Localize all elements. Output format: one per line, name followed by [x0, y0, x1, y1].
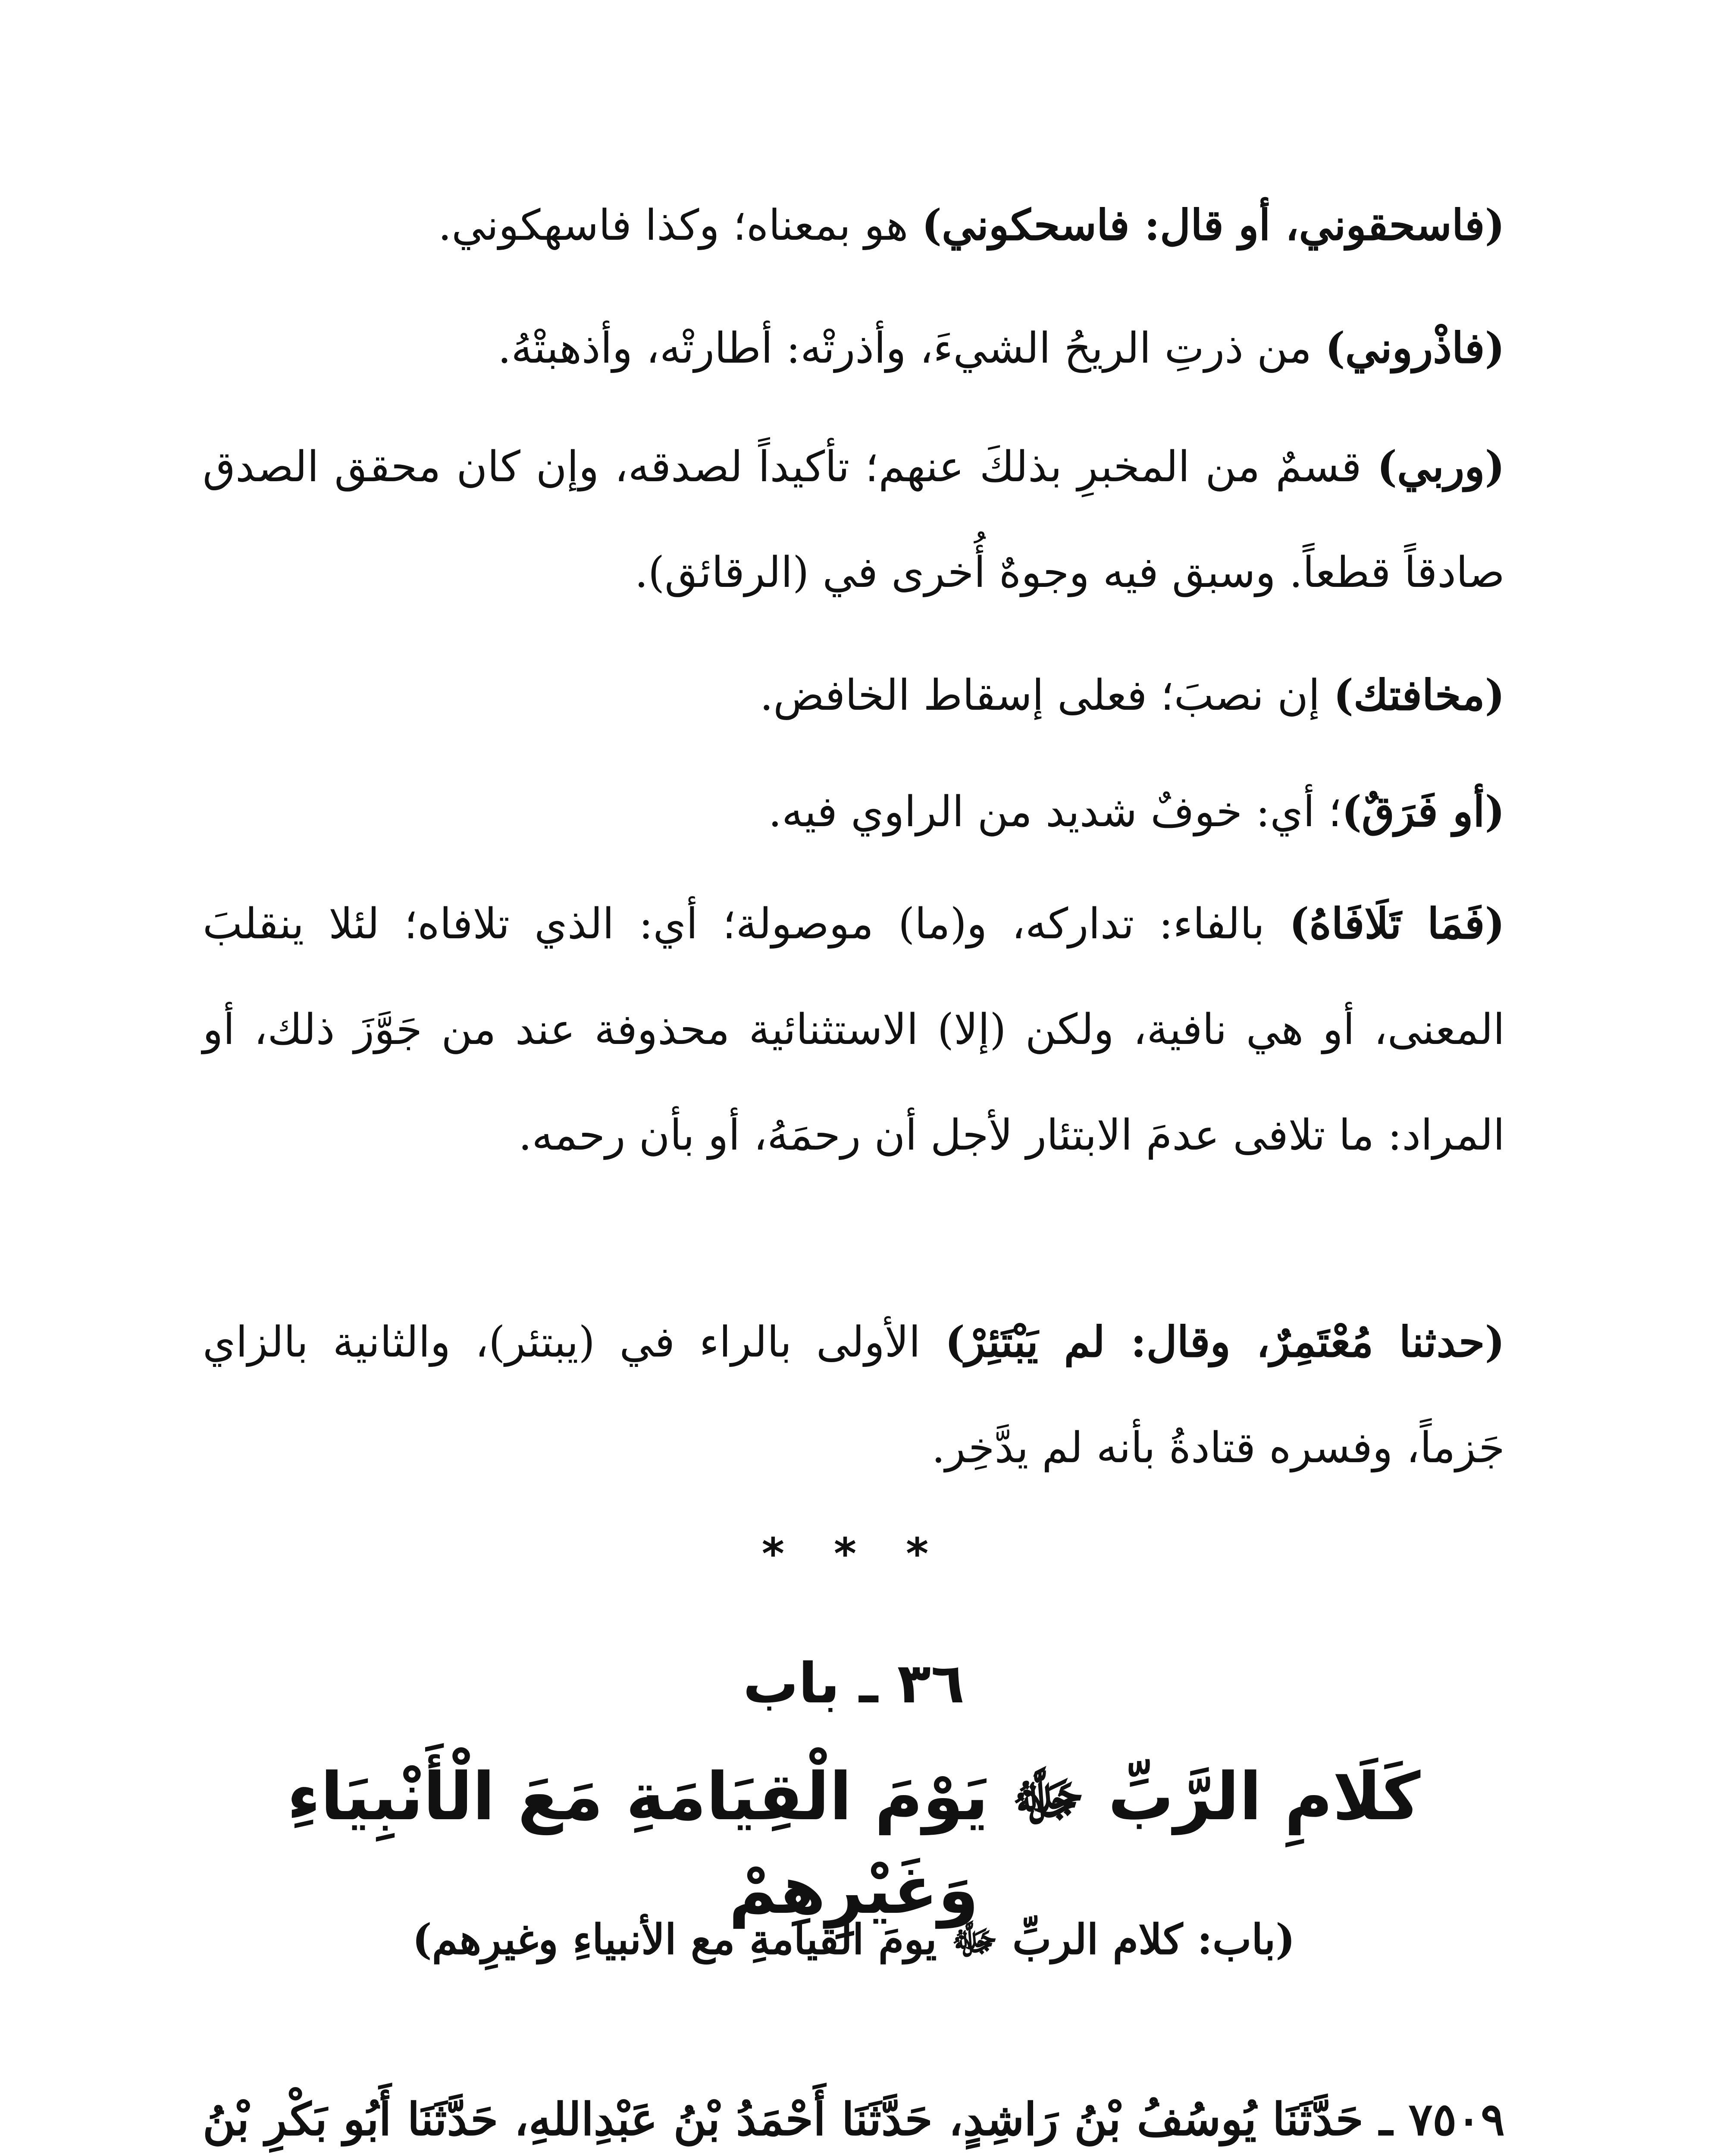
- commentary-paragraph-3: [203, 414, 1505, 626]
- section-separator: * * *: [761, 1529, 946, 1579]
- commentary-paragraph-4: [203, 642, 1505, 749]
- commentary-keyword: (فاذْروني): [1325, 323, 1505, 373]
- commentary-paragraph-1: [203, 172, 1505, 279]
- commentary-paragraph-5: [203, 759, 1505, 865]
- commentary-keyword: (فَمَا تَلَافَاهُ): [1289, 899, 1505, 949]
- commentary-keyword: (حدثنا مُعْتَمِرٌ، وقال: لم يَبْتَئِرْ): [945, 1317, 1505, 1367]
- commentary-text: هو بمعناه؛ وكذا فاسهكوني.: [438, 201, 922, 250]
- commentary-text: إن نصبَ؛ فعلى إسقاط الخافض.: [760, 671, 1334, 720]
- commentary-text: بالفاء: تداركه، و(ما) موصولة؛ أي: الذي تلافاه؛ لئلا ينقلبَ المعنى، أو هي نافية، ولكن (إلا) الاستثنائية محذوفة عند من جَوَّزَ ذلك، أو المراد: ما تلافى عدمَ الابتئار لأجل أن رحمَهُ، أو بأن رحمه.: [203, 899, 1505, 1160]
- commentary-text: ؛ أي: خوفٌ شديد من الراوي فيه.: [768, 787, 1342, 837]
- commentary-keyword: (مخافتك): [1333, 671, 1505, 720]
- commentary-text: من ذرتِ الريحُ الشيءَ، وأذرتْه: أطارتْه، وأذهبتْهُ.: [498, 324, 1325, 373]
- chapter-subtitle: (باب: كلام الربِّ ﷻ يومَ القيامةِ مع الأنبياءِ وغيرِهم): [412, 1915, 1295, 1964]
- chapter-number: ٣٦ ـ باب: [743, 1651, 965, 1716]
- commentary-text: قسمٌ من المخبرِ بذلكَ عنهم؛ تأكيداً لصدقه، وإن كان محقق الصدق صادقاً قطعاً. وسبق فيه وجوهٌ أُخرى في (الرقائق).: [203, 442, 1505, 597]
- commentary-paragraph-6: [203, 871, 1505, 1188]
- commentary-keyword: (فاسحقوني، أو قال: فاسحكوني): [921, 201, 1505, 250]
- commentary-keyword: (أو فَرَقٌ): [1341, 787, 1505, 837]
- chapter-title: كَلَامِ الرَّبِّ ﷻ يَوْمَ الْقِيَامَةِ مَعَ الْأَنْبِيَاءِ وَغَيْرِهِمْ: [287, 1758, 1421, 1928]
- commentary-text: الأولى بالراء في (يبتئر)، والثانية بالزاي جَزماً، وفسره قتادةُ بأنه لم يدَّخِر.: [203, 1318, 1505, 1473]
- book-page: [203, 0, 1505, 2156]
- hadith-text: ٧٥٠٩ ـ حَدَّثَنَا يُوسُفُ بْنُ رَاشِدٍ، حَدَّثَنَا أَحْمَدُ بْنُ عَبْدِاللهِ، حَدَّثَنَا أَبُو بَكْرِ بْنُ: [203, 2093, 1505, 2146]
- commentary-keyword: (وربي): [1377, 442, 1505, 492]
- commentary-paragraph-2: [203, 295, 1505, 401]
- commentary-paragraph-7: [203, 1289, 1505, 1501]
